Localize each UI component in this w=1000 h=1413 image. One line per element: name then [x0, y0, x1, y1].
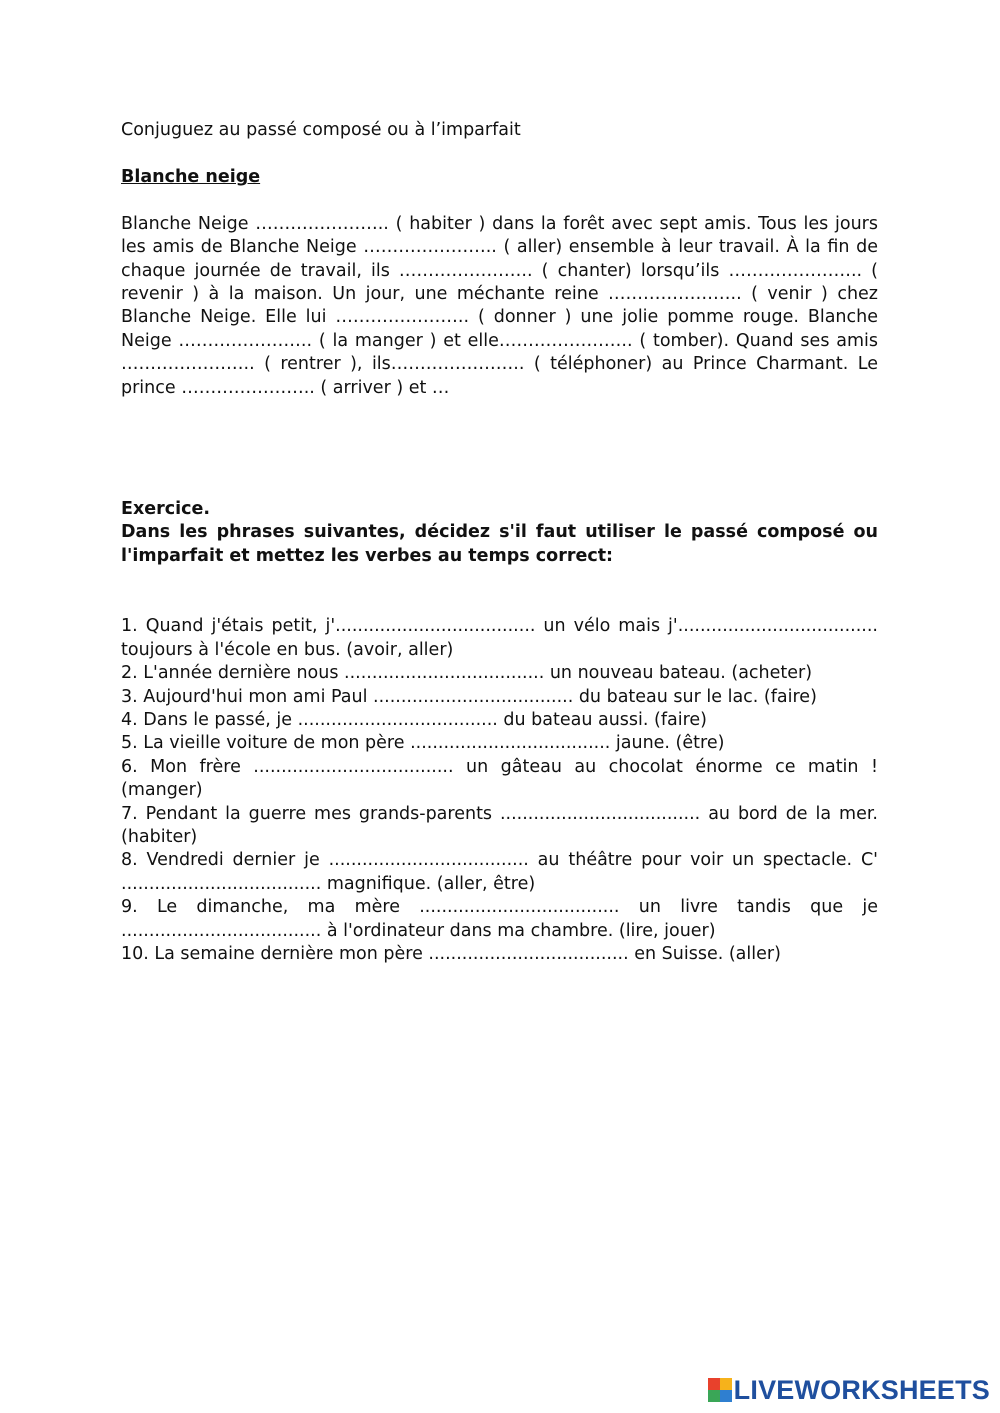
- logo-cell: [708, 1378, 720, 1390]
- sentence-item: 5. La vieille voiture de mon père .................................... jaune. (être): [121, 733, 725, 754]
- sentence-item: 10. La semaine dernière mon père .................................... en Suisse. (aller): [121, 943, 781, 964]
- logo-cell: [720, 1378, 732, 1390]
- sentence-item: 7. Pendant la guerre mes grands-parents .................................... au bord de la mer. (habiter): [121, 803, 878, 847]
- sentence-item: 6. Mon frère .................................... un gâteau au chocolat énorme ce matin ! (manger): [121, 756, 878, 801]
- exercise-heading: Exercice.: [121, 499, 211, 520]
- sentence-item: 2. L'année dernière nous .................................... un nouveau bateau. (acheter): [121, 663, 813, 684]
- sentence-item: 9. Le dimanche, ma mère .................................... un livre tandis que je .................................... à l'ordinateur dans ma chambre. (lire, jouer): [121, 897, 878, 941]
- sentence-list: [121, 615, 878, 966]
- sentence-item: 1. Quand j'étais petit, j'.................................... un vélo mais j'.................................... toujours à l'école en bus. (avoir, aller): [121, 616, 878, 660]
- worksheet-page: [121, 119, 878, 966]
- sentence-item: 8. Vendredi dernier je .................................... au théâtre pour voir un spectacle. C' .................................... magnifique. (aller, être): [121, 850, 878, 894]
- story-paragraph: Blanche Neige ………………….. ( habiter ) dans la forêt avec sept amis. Tous les jours les amis de Blanche Neige ………………….. ( aller) ensemble à leur travail. À la fin de chaque journée de travail, ils ………………….. ( chanter) lorsqu’ils ………………….. ( revenir ) à la maison. Un jour, une méchante reine ………………….. ( venir ) chez Blanche Neige. Elle lui ………………….. ( donner ) une jolie pomme rouge. Blanche Neige ………………….. ( la manger ) et elle………………….. ( tomber). Quand ses amis ………………….. ( rentrer ), ils………………….. ( téléphoner) au Prince Charmant. Le prince ………………….. ( arriver ) et …: [121, 213, 878, 398]
- logo-cell: [708, 1390, 720, 1402]
- sentence-item: 4. Dans le passé, je .................................... du bateau aussi. (faire): [121, 709, 708, 730]
- logo-cell: [720, 1390, 732, 1402]
- logo-text: LIVEWORKSHEETS: [733, 1374, 990, 1405]
- exercise-instructions: Dans les phrases suivantes, décidez s'il faut utiliser le passé composé ou l'imparfait et mettez les verbes au temps correct:: [121, 522, 878, 566]
- conjugation-instruction: Conjuguez au passé composé ou à l’imparfait: [121, 120, 521, 140]
- story-title: Blanche neige: [121, 167, 261, 188]
- liveworksheets-logo: [708, 1373, 990, 1407]
- sentence-item: 3. Aujourd'hui mon ami Paul .................................... du bateau sur le lac. (faire): [121, 686, 817, 707]
- logo-grid-icon: [708, 1378, 732, 1402]
